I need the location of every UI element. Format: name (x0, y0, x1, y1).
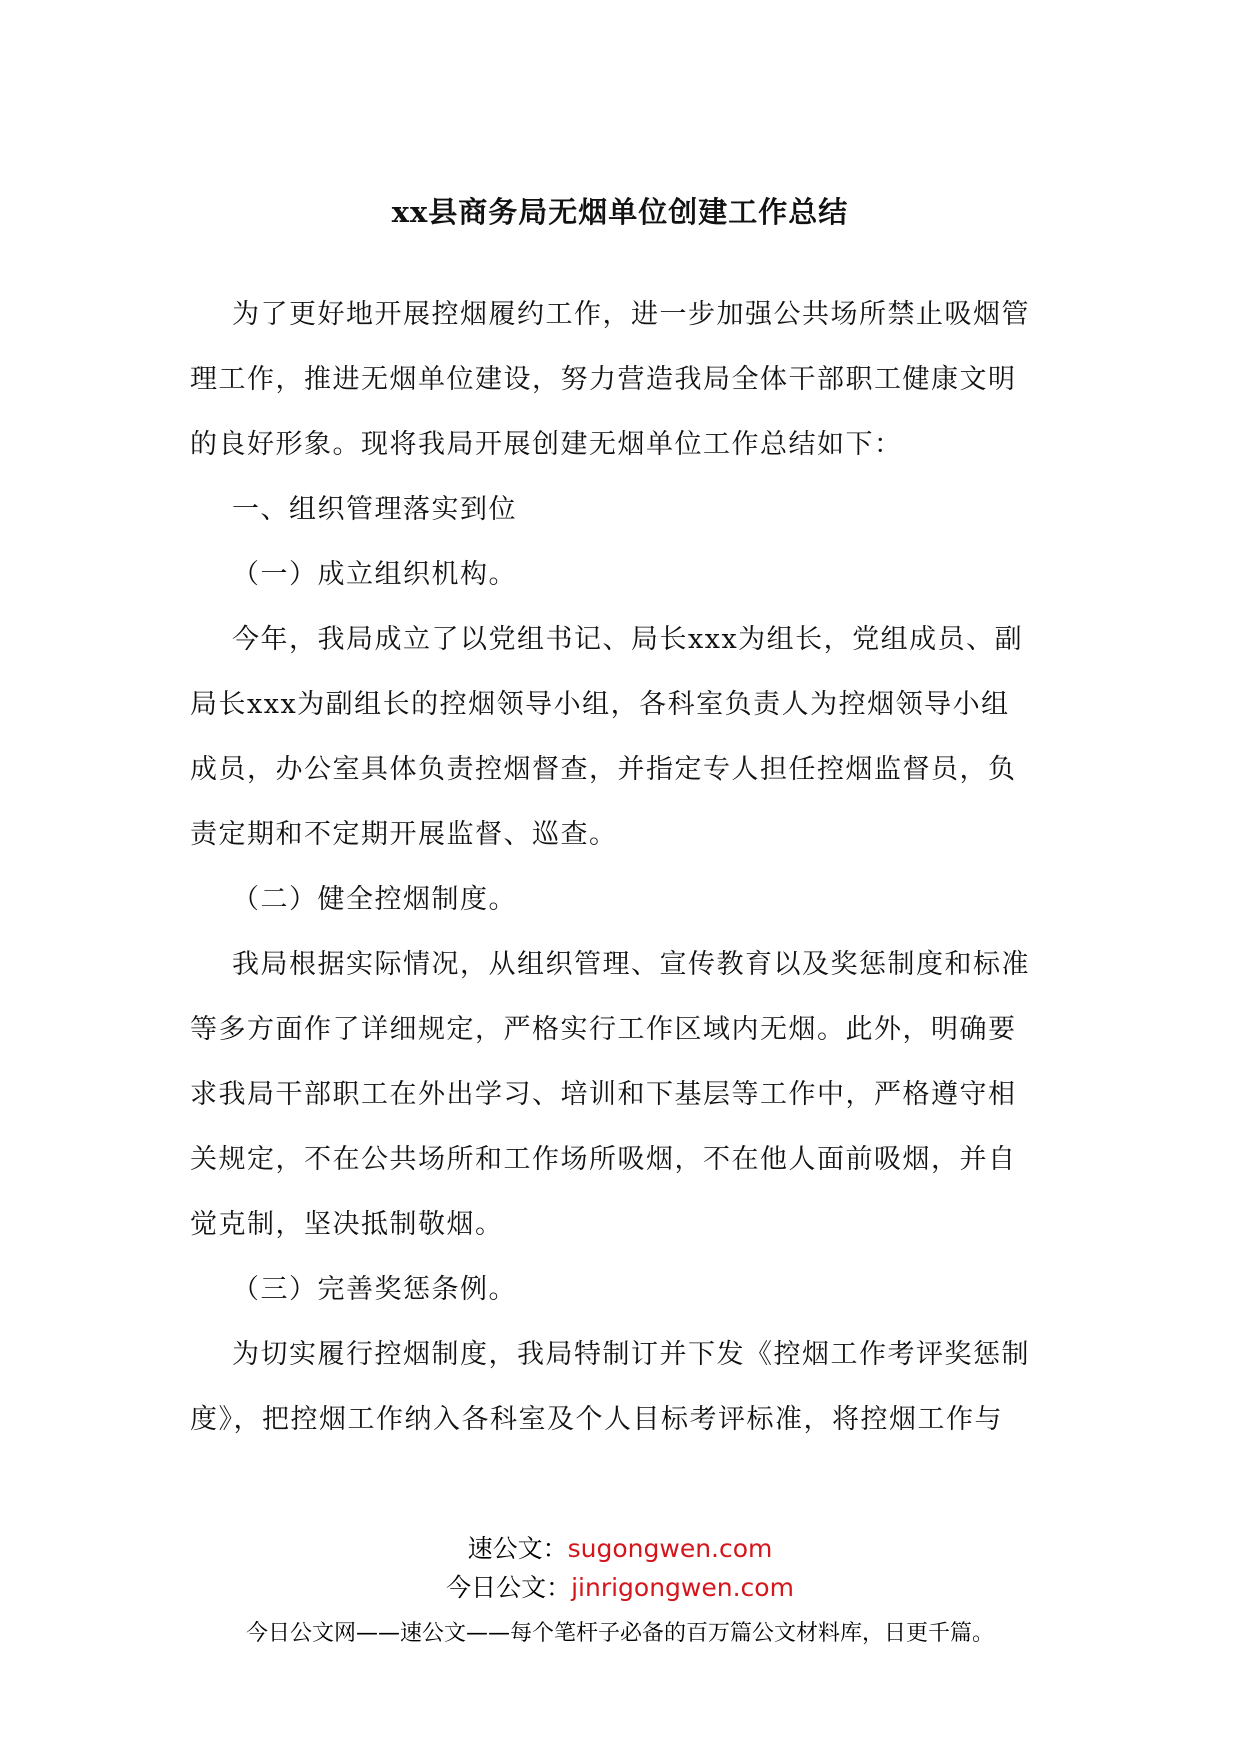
paragraph-line: 求我局干部职工在外出学习、培训和下基层等工作中，严格遵守相 (190, 1079, 1017, 1110)
paragraph-line: 的良好形象。现将我局开展创建无烟单位工作总结如下： (190, 429, 903, 460)
footer-slogan: 今日公文网——速公文——每个笔杆子必备的百万篇公文材料库，日更千篇。 (245, 1621, 994, 1646)
footer-site-2 (0, 1572, 1240, 1604)
subsection-heading: （二）健全控烟制度。 (232, 884, 517, 915)
paragraph-line: 度》，把控烟工作纳入各科室及个人目标考评标准，将控烟工作与 (190, 1404, 1003, 1435)
document-body (190, 282, 1058, 1452)
paragraph-line: 等多方面作了详细规定，严格实行工作区域内无烟。此外，明确要 (190, 1014, 1017, 1045)
section-heading: 一、组织管理落实到位 (232, 494, 517, 525)
footer-site-1-link[interactable]: sugongwen.com (567, 1534, 773, 1563)
footer-site-2-link[interactable]: jinrigongwen.com (571, 1573, 794, 1602)
paragraph-line: 局长xxx为副组长的控烟领导小组，各科室负责人为控烟领导小组 (190, 689, 1010, 720)
paragraph-line: 我局根据实际情况，从组织管理、宣传教育以及奖惩制度和标准 (232, 949, 1030, 980)
footer-site-1-label: 速公文： (467, 1534, 568, 1563)
paragraph-line: 成员，办公室具体负责控烟督查，并指定专人担任控烟监督员，负 (190, 754, 1017, 785)
footer-site-2-label: 今日公文： (446, 1573, 572, 1602)
paragraph-line: 觉克制，坚决抵制敬烟。 (190, 1209, 504, 1240)
paragraph-line: 责定期和不定期开展监督、巡查。 (190, 819, 618, 850)
paragraph-line: 今年，我局成立了以党组书记、局长xxx为组长，党组成员、副 (232, 624, 1024, 655)
paragraph-line: 为切实履行控烟制度，我局特制订并下发《控烟工作考评奖惩制 (232, 1339, 1030, 1370)
paragraph-line: 为了更好地开展控烟履约工作，进一步加强公共场所禁止吸烟管 (232, 299, 1030, 330)
document-title: xx县商务局无烟单位创建工作总结 (391, 195, 849, 229)
paragraph-line: 理工作，推进无烟单位建设，努力营造我局全体干部职工健康文明 (190, 364, 1017, 395)
footer-site-1 (0, 1533, 1240, 1565)
paragraph-line: 关规定，不在公共场所和工作场所吸烟，不在他人面前吸烟，并自 (190, 1144, 1017, 1175)
subsection-heading: （一）成立组织机构。 (232, 559, 517, 590)
subsection-heading: （三）完善奖惩条例。 (232, 1274, 517, 1305)
